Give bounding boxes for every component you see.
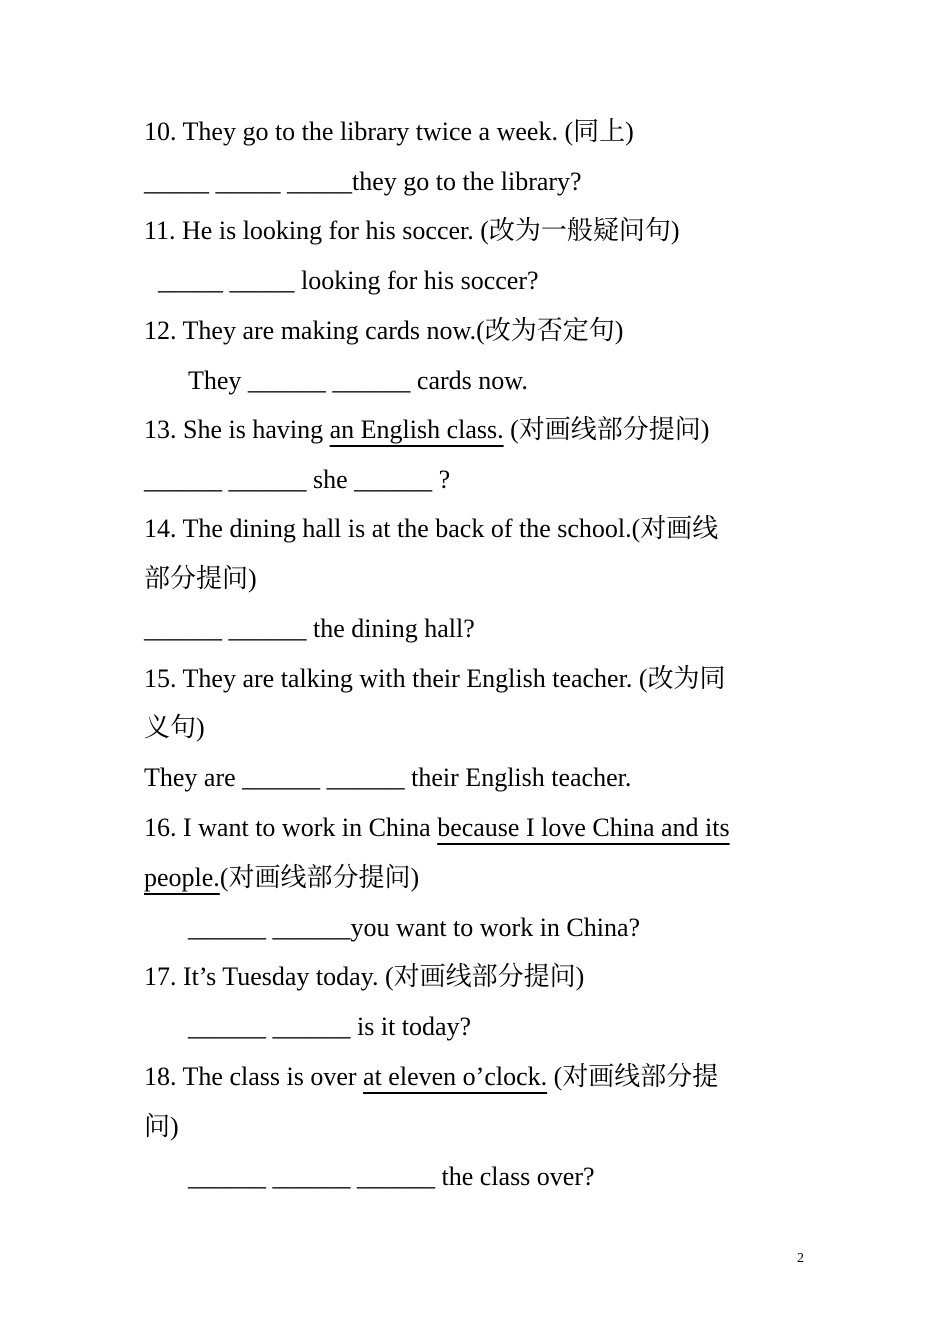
question-18-text: 18. The class is over [144, 1062, 364, 1091]
question-15: 15. They are talking with their English teacher. (改为同 [144, 664, 726, 693]
answer-17: ______ ______ is it today? [188, 1012, 472, 1041]
question-18-instruction: (对画线部分提 [547, 1062, 719, 1091]
question-10: 10. They go to the library twice a week. (同上) [144, 117, 634, 146]
question-11: 11. He is looking for his soccer. (改为一般疑问句) [144, 216, 680, 245]
question-13-underlined: an English class. [329, 415, 504, 444]
question-18 [144, 1060, 808, 1094]
question-18-underlined: at eleven o’clock. [363, 1062, 548, 1091]
page-number: 2 [797, 1251, 804, 1266]
answer-15: They are ______ ______ their English teacher. [144, 763, 632, 792]
question-18-continued: 问) [144, 1112, 179, 1141]
question-16-underlined-continued: people. [144, 863, 220, 892]
question-14-continued: 部分提问) [144, 564, 257, 593]
question-16-instruction: (对画线部分提问) [219, 863, 420, 892]
question-16-text: 16. I want to work in China [144, 813, 438, 842]
question-13-instruction: (对画线部分提问) [503, 415, 710, 444]
question-15-continued: 义句) [144, 713, 205, 742]
answer-18: ______ ______ ______ the class over? [188, 1162, 595, 1191]
question-16 [144, 811, 808, 845]
question-13-text: 13. She is having [144, 415, 330, 444]
answer-11: _____ _____ looking for his soccer? [158, 266, 539, 295]
question-13 [144, 413, 808, 447]
question-17: 17. It’s Tuesday today. (对画线部分提问) [144, 962, 585, 991]
question-16-continued [144, 861, 808, 895]
answer-14: ______ ______ the dining hall? [144, 614, 475, 643]
question-12: 12. They are making cards now.(改为否定句) [144, 316, 624, 345]
question-14: 14. The dining hall is at the back of the school.(对画线 [144, 514, 719, 543]
answer-10: _____ _____ _____they go to the library? [144, 167, 582, 196]
answer-12: They ______ ______ cards now. [188, 366, 528, 395]
answer-13: ______ ______ she ______ ? [144, 465, 451, 494]
question-16-underlined: because I love China and its [437, 813, 730, 842]
answer-16: ______ ______you want to work in China? [188, 913, 641, 942]
